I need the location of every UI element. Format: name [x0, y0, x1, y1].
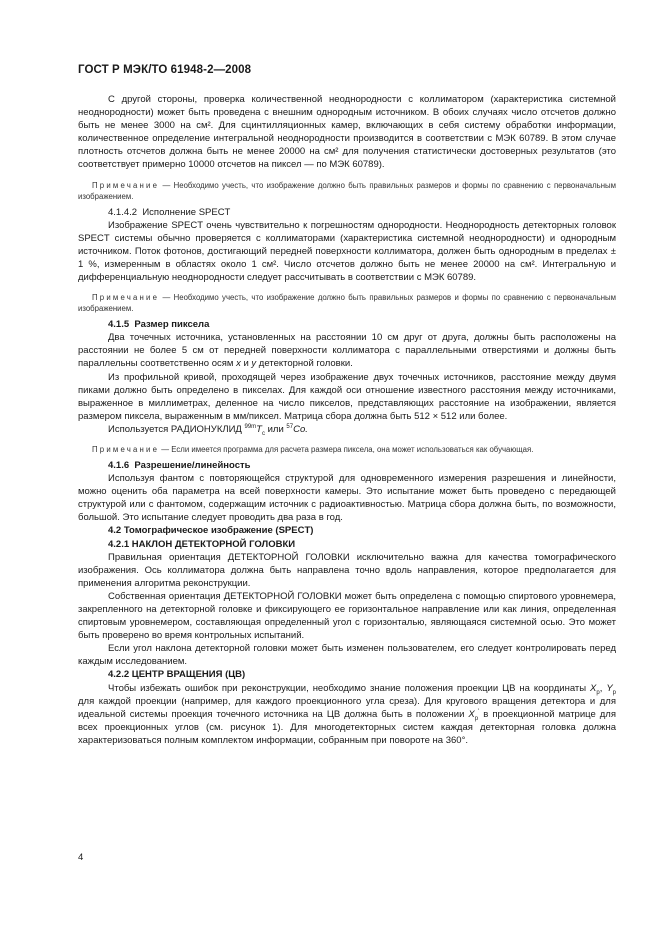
text-run: для каждой проекции (например, для каждого проекционного угла среза). Для кругового вращения детектора и для идеальной системы проекция точечного источника на ЦВ должна быть в положении [78, 695, 616, 720]
text-run: , [599, 682, 607, 694]
text-run: Два точечных источника, установленных на расстоянии 10 см друг от друга, должны быть расположены на расстоянии не более 5 см от передней поверхности коллиматора с параллельными отверстиями и должны быть параллельны соответственно осям [78, 332, 616, 370]
coord-x: X [590, 682, 597, 694]
section-heading-4-2-2: 4.2.2 ЦЕНТР ВРАЩЕНИЯ (ЦВ) [108, 669, 246, 681]
paragraph-tilt-control: Если угол наклона детекторной головки может быть изменен пользователем, его следует контролировать перед каждым исследованием. [78, 643, 616, 668]
paragraph-phantom: Используя фантом с повторяющейся структурой для одновременного измерения разрешения и линейности, можно оценить оба параметра на всей поверхности камеры. Это испытание может быть проведено с передающей структурой или с фантомом, содержащим источник с радиоактивностью. Матрица сбора должна быть, по возможности, большой. Это испытание следует проводить два раза в год. [78, 473, 616, 524]
section-number: 4.1.6 [108, 459, 130, 471]
text-run: или [264, 423, 287, 435]
element-symbol: Co. [293, 423, 308, 435]
section-title: Разрешение/линейность [134, 459, 251, 471]
note-label: Примечание [92, 444, 160, 454]
coord-sub: p [596, 689, 600, 696]
standard-header: ГОСТ Р МЭК/ТО 61948-2—2008 [78, 64, 252, 76]
text-run: Чтобы избежать ошибок при реконструкции, необходимо знание положения проекции ЦВ на координаты [108, 682, 591, 694]
paragraph-radionuclide [78, 423, 616, 436]
section-title: Исполнение SPECT [142, 206, 231, 218]
text-run: в проекционной матрице для всех проекционных углов (см. рисунок 1). Для многодетекторных систем каждая детекторная головка должна характеризоваться полным комплектом информации, собранным при повороте на 360°. [78, 708, 616, 746]
coord-y: Y [606, 682, 613, 694]
note-pixel-program [78, 444, 616, 455]
page-number: 4 [78, 852, 84, 863]
paragraph-point-sources [78, 331, 616, 370]
note-text: — Необходимо учесть, что изображение должно быть правильных размеров и формы по сравнению с первоначальным изображением. [78, 293, 616, 314]
element-symbol: T [256, 423, 262, 435]
document-body [78, 93, 616, 747]
section-heading-4-1-6 [78, 459, 616, 472]
coord-sub: p [612, 689, 617, 696]
isotope-mass: 99m [244, 423, 257, 430]
section-number: 4.1.4.2 [108, 206, 138, 218]
note-text: — Необходимо учесть, что изображение должно быть правильных размеров и формы по сравнению с первоначальным изображением. [78, 180, 616, 201]
text-run: и [240, 358, 252, 370]
section-heading-4-2-1: 4.2.1 НАКЛОН ДЕТЕКТОРНОЙ ГОЛОВКИ [108, 538, 296, 550]
coord-x: X [468, 708, 475, 720]
paragraph-profile-curve: Из профильной кривой, проходящей через изображение двух точечных источников, расстояние между двумя пиками должно быть определено в пикселах. Для каждой оси отношение известного расстояния между источниками, выраженное в миллиметрах, деленное на число пикселов, представляющих расстояние на изображении, является размером пиксела, выраженным в мм/пиксел. Матрица сбора должна быть 512 × 512 или более. [78, 371, 616, 422]
paragraph-nonuniformity-collimator: С другой стороны, проверка количественной неоднородности с коллиматором (характеристика системной неоднородности) может быть проведена с внешним однородным источником. В обоих случаях число отсчетов должно быть не менее 3000 на см². Для сцинтилляционных камер, включающих в себя систему обработки информации, количественное определение интегральной неоднородности производится в соответствии с МЭК 60789. В этом случае плотность отсчетов должна быть не менее 20000 на см² для получения статистически достоверных результатов (это соответствует примерно 10000 отсчетов на пиксел — по МЭК 60789). [78, 94, 616, 171]
section-heading-4-1-5 [78, 318, 616, 331]
text-run: Используется РАДИОНУКЛИД [108, 423, 245, 435]
note-label: Примечание [92, 180, 160, 190]
note-image-size [78, 180, 616, 202]
section-heading-4-2: 4.2 Томографическое изображение (SPECT) [108, 525, 314, 537]
note-text: — Если имеется программа для расчета размера пиксела, она может использоваться как обучающая. [159, 444, 534, 454]
element-symbol-sub: c [261, 430, 265, 437]
text-run: детекторной головки. [256, 358, 353, 370]
paragraph-center-of-rotation [78, 682, 616, 747]
note-label: Примечание [92, 293, 160, 303]
isotope-mass: 57 [286, 423, 294, 430]
section-number: 4.1.5 [108, 319, 130, 331]
paragraph-head-orientation: Правильная ориентация ДЕТЕКТОРНОЙ ГОЛОВКИ исключительно важна для качества томографического изображения. Ось коллиматора должна быть направлена точно вдоль направления, которое предполагается для применения алгоритма реконструкции. [78, 551, 616, 589]
section-heading-4-1-4-2 [78, 206, 616, 219]
axis-y: y [251, 358, 257, 370]
paragraph-spect-uniformity: Изображение SPECT очень чувствительно к погрешностям однородности. Неоднородность детекторных головок SPECT системы обычно проверяется с коллиматорами (характеристика системной неоднородности) и однородным источником. Поток фотонов, достигающий передней поверхности коллиматора, должен быть однородным в пределах ± 1 %, измеренным в областях около 1 см². Число отсчетов должно быть не менее 20000 на см². Интегральную и дифференциальную неоднородности следует рассчитывать в соответствии с МЭК 60789. [78, 219, 616, 284]
coord-sub: p [474, 715, 479, 722]
axis-x: x [236, 358, 241, 370]
paragraph-spirit-level: Собственная ориентация ДЕТЕКТОРНОЙ ГОЛОВКИ может быть определена с помощью спиртового уровнемера, закрепленного на детекторной головке и фиксирующего ее горизонтальное направление или как линия, определенная спиртовым уровнемером, составляющая определенный угол с горизонталью, являющаяся системной осью. Это может быть проверено во время контрольных испытаний. [78, 590, 616, 642]
section-title: Размер пиксела [134, 319, 210, 331]
coord-prime: ' [478, 708, 480, 715]
note-image-size-2 [78, 292, 616, 314]
